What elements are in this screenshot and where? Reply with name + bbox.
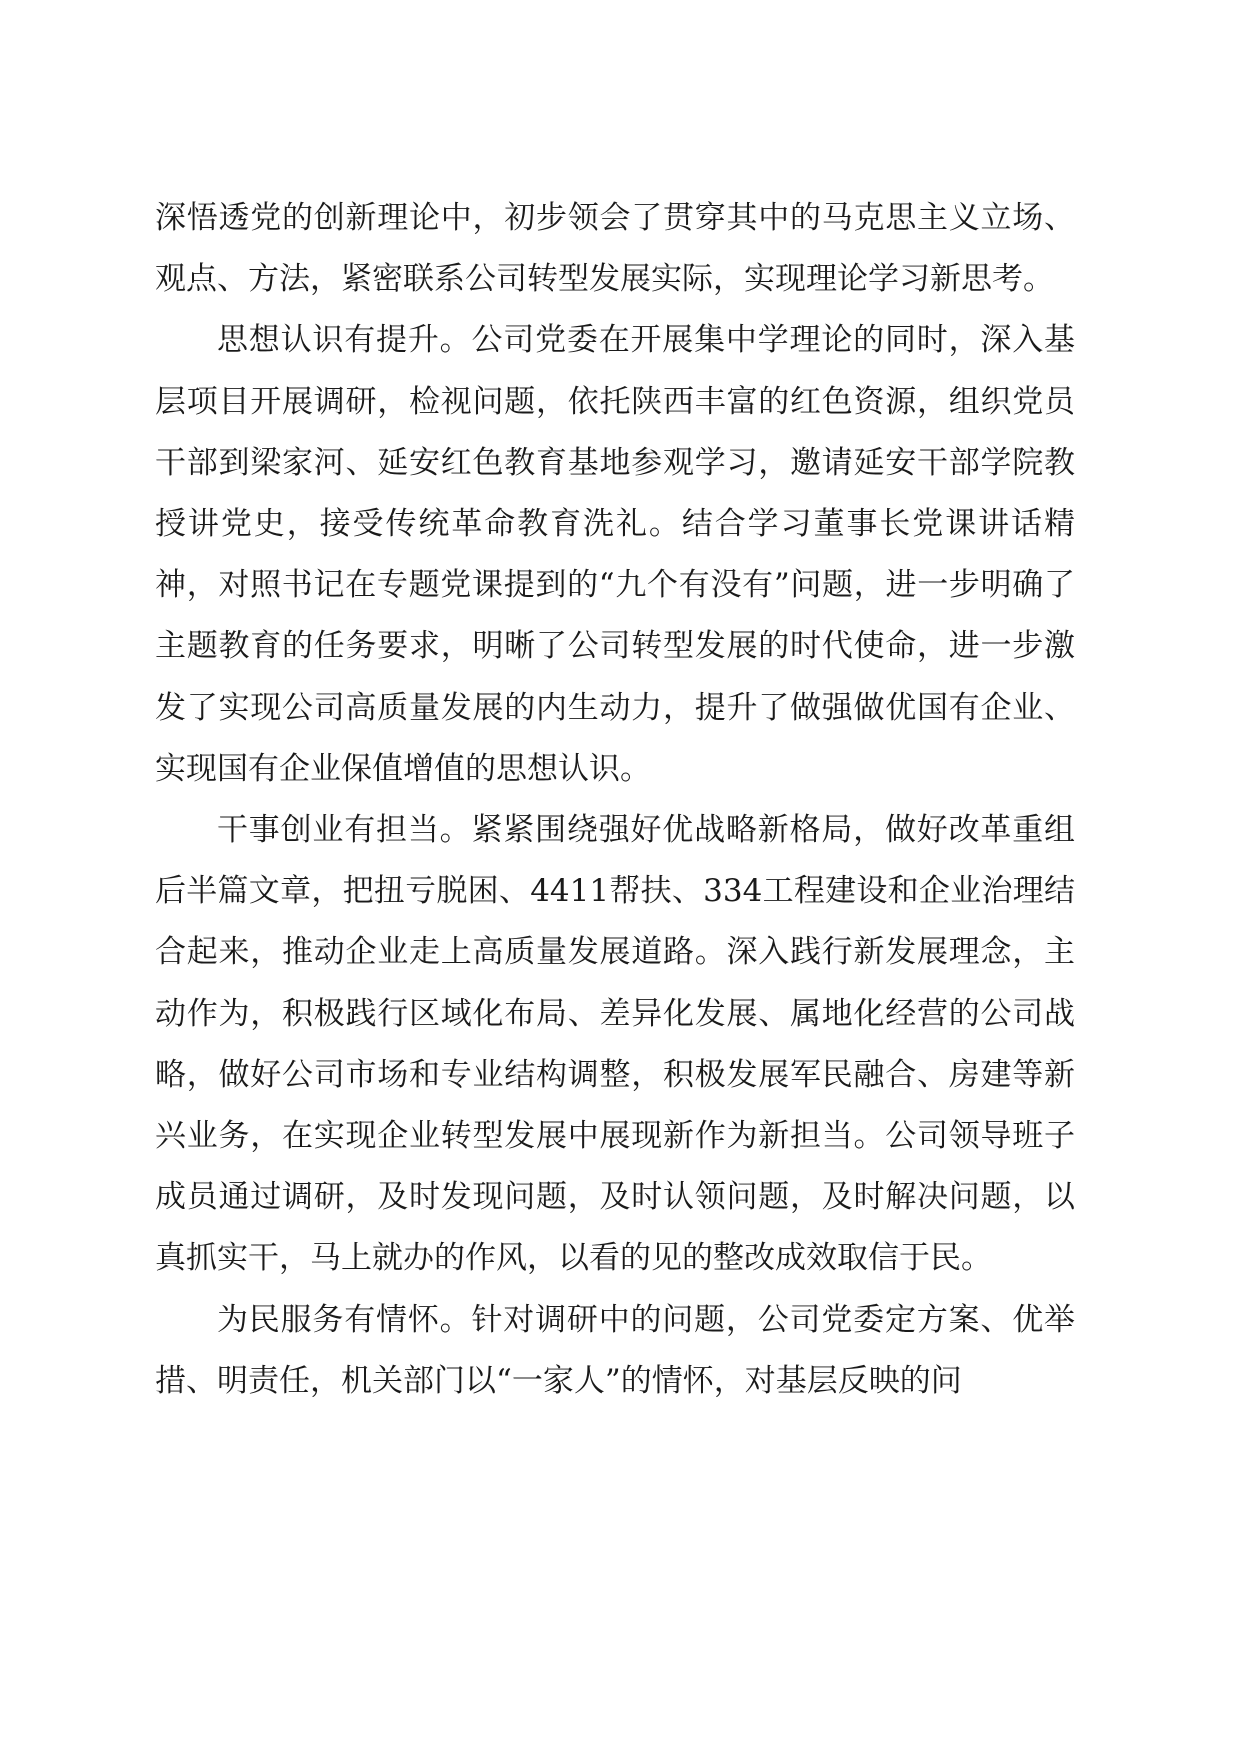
document-body	[155, 188, 1075, 1412]
paragraph-service: 为民服务有情怀。针对调研中的问题，公司党委定方案、优举措、明责任，机关部门以“一家人”的情怀，对基层反映的问	[155, 1301, 1075, 1399]
paragraph-responsibility: 干事创业有担当。紧紧围绕强好优战略新格局，做好改革重组后半篇文章，把扭亏脱困、4411帮扶、334工程建设和企业治理结合起来，推动企业走上高质量发展道路。深入践行新发展理念，主动作为，积极践行区域化布局、差异化发展、属地化经营的公司战略，做好公司市场和专业结构调整，积极发展军民融合、房建等新兴业务，在实现企业转型发展中展现新作为新担当。公司领导班子成员通过调研，及时发现问题，及时认领问题，及时解决问题，以真抓实干，马上就办的作风，以看的见的整改成效取信于民。	[155, 812, 1075, 1277]
paragraph-continuation: 深悟透党的创新理论中，初步领会了贯穿其中的马克思主义立场、观点、方法，紧密联系公司转型发展实际，实现理论学习新思考。	[155, 200, 1075, 298]
paragraph-thought-awareness: 思想认识有提升。公司党委在开展集中学理论的同时，深入基层项目开展调研，检视问题，依托陕西丰富的红色资源，组织党员干部到梁家河、延安红色教育基地参观学习，邀请延安干部学院教授讲党史，接受传统革命教育洗礼。结合学习董事长党课讲话精神，对照书记在专题党课提到的“九个有没有”问题，进一步明确了主题教育的任务要求，明晰了公司转型发展的时代使命，进一步激发了实现公司高质量发展的内生动力，提升了做强做优国有企业、实现国有企业保值增值的思想认识。	[155, 322, 1075, 787]
